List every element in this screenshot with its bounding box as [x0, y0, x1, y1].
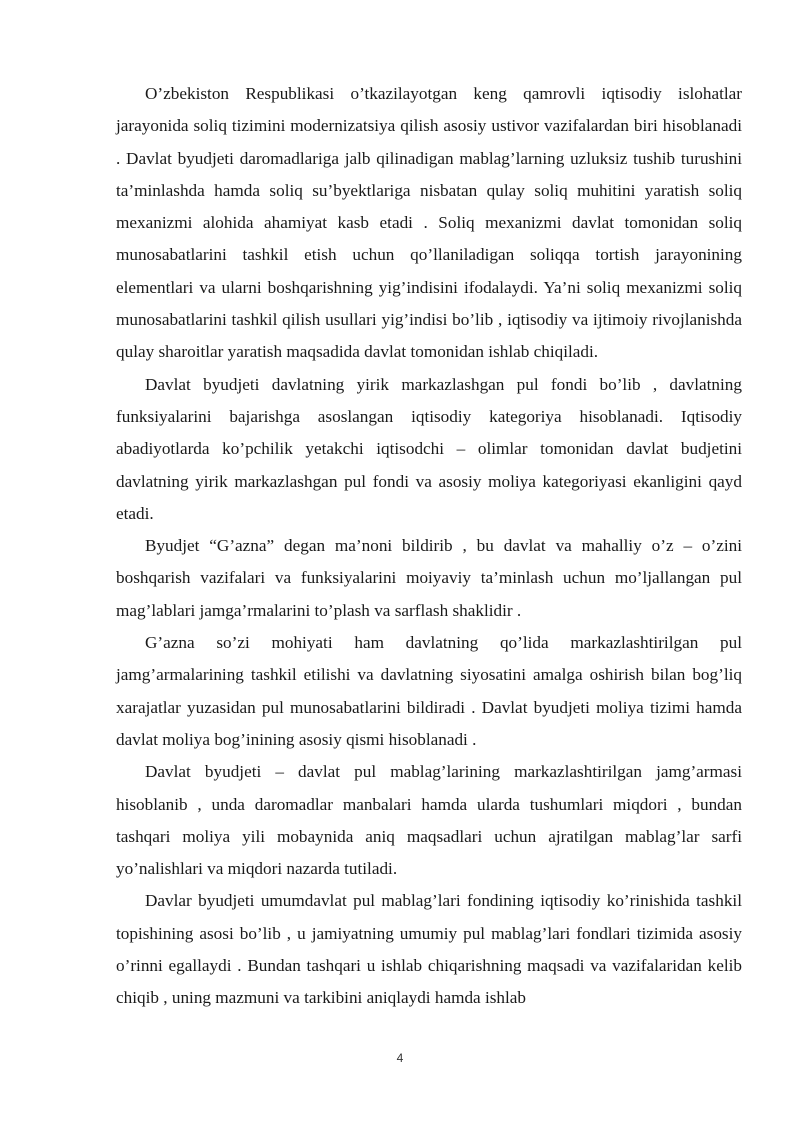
paragraph-budget-meaning: Byudjet “G’azna” degan ma’noni bildirib , bu davlat va mahalliy o’z – o’zini boshqarish vazifalari va funksiyalarini moiyaviy ta’minlash uchun mo’ljallangan pul mag’lablari jamga’rmalarini to’plash va sarflash shaklidir . [116, 536, 742, 620]
document-page [116, 78, 742, 1015]
paragraph-budget-definition: Davlat byudjeti – davlat pul mablag’larining markazlashtirilgan jamg’armasi hisoblanib , unda daromadlar manbalari hamda ularda tushumlari miqdori , bundan tashqari moliya yili mobaynida aniq maqsadlari uchun ajratilgan mablag’lar sarfi yo’nalishlari va miqdori nazarda tutiladi. [116, 762, 742, 879]
page-number: 4 [396, 1051, 404, 1065]
paragraph-gazna-essence: G’azna so’zi mohiyati ham davlatning qo’lida markazlashtirilgan pul jamg’armalarining tashkil etilishi va davlatning siyosatini amalga oshirish bilan bog’liq xarajatlar yuzasidan pul munosabatlarini bildiradi . Davlat byudjeti moliya tizimi hamda davlat moliya bog’inining asosiy qismi hisoblanadi . [116, 633, 742, 749]
paragraph-state-budget-fund: Davlat byudjeti davlatning yirik markazlashgan pul fondi bo’lib , davlatning funksiyalarini bajarishga asoslangan iqtisodiy kategoriya hisoblanadi. Iqtisodiy abadiyotlarda ko’pchilik yetakchi iqtisodchi – olimlar tomonidan davlat budjetini davlatning yirik markazlashgan pul fondi va asosiy moliya kategoriyasi ekanligini qayd etadi. [116, 374, 742, 523]
paragraph-budget-role: Davlar byudjeti umumdavlat pul mablag’lari fondining iqtisodiy ko’rinishida tashkil topishining asosi bo’lib , u jamiyatning umumiy pul mablag’lari fondlari tizimida asosiy o’rinni egallaydi . Bundan tashqari u ishlab chiqarishning maqsadi va vazifalaridan kelib chiqib , uning mazmuni va tarkibini aniqlaydi hamda ishlab [116, 891, 742, 1008]
paragraph-tax-mechanism: O’zbekiston Respublikasi o’tkazilayotgan keng qamrovli iqtisodiy islohatlar jarayonida soliq tizimini modernizatsiya qilish asosiy ustivor vazifalardan biri hisoblanadi . Davlat byudjeti daromadlariga jalb qilinadigan mablag’larning uzluksiz tushib turushini ta’minlashda hamda soliq su’byektlariga nisbatan qulay soliq muhitini yaratish soliq mexanizmi alohida ahamiyat kasb etadi . Soliq mexanizmi davlat tomonidan soliq munosabatlarini tashkil etish uchun qo’llaniladigan soliqqa tortish jarayonining elementlari va ularni boshqarishning yig’indisini ifodalaydi. Ya’ni soliq mexanizmi soliq munosabatlarini tashkil qilish usullari yig’indisi bo’lib , iqtisodiy va ijtimoiy rivojlanishda qulay sharoitlar yaratish maqsadida davlat tomonidan ishlab chiqiladi. [116, 84, 742, 362]
